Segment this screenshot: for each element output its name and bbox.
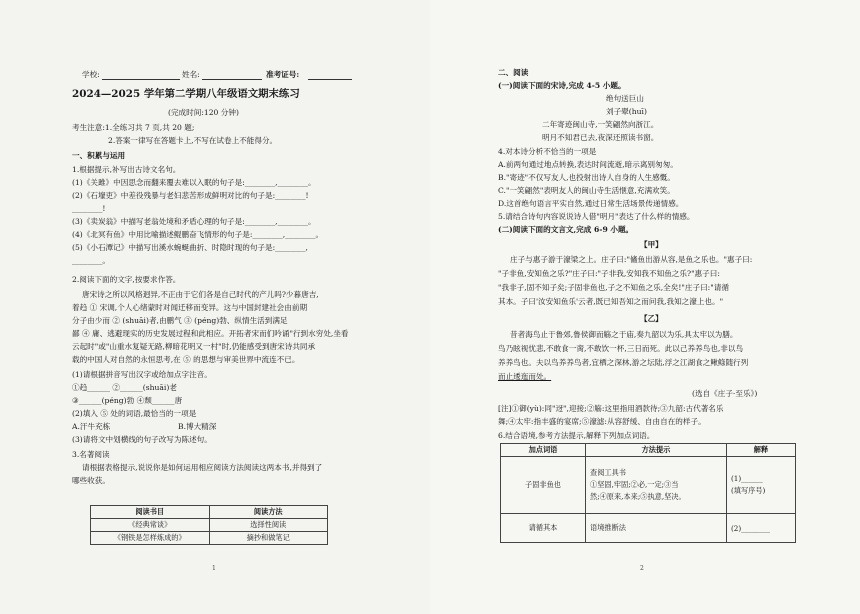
reading-1-heading: (一)阅读下面的宋诗,完成 4-5 小题。 (498, 81, 626, 90)
table-header-method: 阅读方法 (209, 506, 328, 519)
answer-hint: (填写序号) (731, 486, 766, 495)
table-row (501, 514, 796, 543)
table-cell-tip: 语境推断法 (586, 514, 727, 543)
source-note: (选自《庄子·至乐》) (692, 389, 758, 398)
yi-line-1: 昔者海鸟止于鲁郊,鲁侯御而觞之于庙,奏九韶以为乐,具太牢以为膳。 (510, 330, 738, 339)
notice-1: 考生注意:1.全练习共 7 页,共 20 题; (72, 123, 195, 132)
school-label: 学校: (82, 70, 100, 79)
q1-2: (2)《石壕吏》中差役残暴与老妇悲苦形成鲜明对比的句子是:________! (72, 191, 309, 200)
q5-prompt: 5.请结合诗句内容说说诗人借"明月"表达了什么样的情感。 (498, 212, 695, 221)
q1-4: (4)《北冥有鱼》中用比喻描述鲲鹏奋飞情形的句子是:________,________。 (72, 230, 324, 239)
passage-line-3: 分子由少而 ② (shuāi)者,由鹏气 ③ (péng)勃、纵情生活到满足 (72, 316, 288, 325)
table-cell-word: 子固非鱼也 (501, 457, 586, 514)
poem-author: 刘子翚(huī) (606, 107, 647, 116)
poem-line-2: 明月不知君已去,夜深还照读书窗。 (542, 133, 659, 142)
table-header-book: 阅读书目 (91, 506, 210, 519)
annotation-2: 舞;④太牢:指丰盛的宴席;⑤濠滤:从容舒缓、自由自在的样子。 (498, 417, 706, 426)
yi-line-3: 养养鸟也。夫以鸟养养鸟者,宜栖之深林,游之坛陆,浮之江湖食之鳅鲦随行列 (498, 358, 749, 367)
table-cell: 摘抄和做笔记 (209, 532, 328, 545)
q2-1: (1)请根据拼音写出汉字或给加点字注音。 (72, 370, 212, 379)
table-cell-answer[interactable] (727, 457, 796, 514)
passage-line-1: 唐宋诗之所以风格迥异,不正由于它们各是自己时代的产儿吗?少暮唐吉, (82, 290, 319, 299)
page-number: 1 (212, 565, 216, 572)
tip-line: ①坚固,牢固;②必,一定;③当 (590, 480, 679, 489)
q3-instructions: 请根据表格提示,说说你是如何运用相应阅读方法阅读这两本书,并得到了 (82, 463, 323, 472)
jia-line-1: 庄子与惠子游于濠梁之上。庄子曰:"鯈鱼出游从容,是鱼之乐也。"惠子曰: (510, 255, 753, 264)
q3-instructions-cont: 哪些收获。 (72, 476, 110, 485)
q2-1-a: ①趋______ ②______(shuāi)老 (72, 383, 177, 392)
tip-line: 然;④原来,本来;⑤执意,坚决。 (590, 492, 686, 501)
notice-2: 2.答案一律写在答题卡上,不写在试卷上不能得分。 (108, 136, 278, 145)
passage-line-6: 载的中国人对自然的永恒思考,在 ⑤ 的思想与审美世界中流连不已。 (72, 355, 300, 364)
q4-option-d: D.这首绝句语言平实自然,通过日常生活场景传递情感。 (498, 199, 684, 208)
q1-prompt: 1.根据提示,补写出古诗文名句。 (72, 165, 181, 174)
q1-2-cont: ________! (72, 204, 106, 213)
table-cell-word: 请循其本 (501, 514, 586, 543)
q4-option-a: A.前两句通过地点转换,表达时间流逝,暗示离别匆匆。 (498, 160, 678, 169)
q3-heading: 3.名著阅读 (72, 450, 110, 459)
table-header-word: 加点词语 (501, 444, 586, 457)
table-cell: 选择性阅读 (209, 519, 328, 532)
q6-prompt: 6.结合语境,参考方法提示,解释下列加点词语。 (498, 431, 655, 440)
exam-number-field-line[interactable] (308, 79, 352, 80)
passage-line-2: 着趋 ① 宋调,个人心绪蒙时对闻迁移而变异。这与中国封建社会由前期 (72, 303, 308, 312)
table-row (501, 457, 796, 514)
annotation-1: [注]①御(yù):同"迓",迎接;②觞:这里指用酒款待;③九韶:古代著名乐 (498, 404, 724, 413)
jia-line-2: "子非鱼,安知鱼之乐?"庄子曰:"子非我,安知我不知鱼之乐?"惠子曰: (498, 269, 720, 278)
q2-prompt: 2.阅读下面的文字,按要求作答。 (72, 275, 181, 284)
q4-option-c: C."一笑翩然"表明友人的闽山寺生活惬意,充满欢笑。 (498, 186, 675, 195)
name-field-line[interactable] (202, 79, 262, 80)
page-number: 2 (640, 565, 644, 572)
q4-option-b: B."寄迹"不仅写友人,也投射出诗人自身的人生感慨。 (498, 173, 675, 182)
table-cell: 《钢铁是怎样炼成的》 (91, 532, 210, 545)
exam-duration: (完成时间:120 分钟) (168, 108, 239, 117)
q2-3: (3)请将文中划横线的句子改写为陈述句。 (72, 435, 212, 444)
q1-1: (1)《关雎》中因思念而翻来覆去难以入眠的句子是:________,________。 (72, 178, 316, 187)
answer-line: (1)______ (731, 474, 763, 483)
exam-number-label: 准考证号: (266, 70, 300, 79)
name-label: 姓名: (182, 70, 200, 79)
jia-line-3: "我非子,固不知子矣;子固非鱼也,子之不知鱼之乐,全矣!"庄子曰:"请循 (498, 283, 729, 292)
section-1-heading: 一、积累与运用 (72, 151, 126, 160)
poem-title: 绝句送巨山 (606, 94, 644, 103)
passage-line-5: 云起时"或"山重水复疑无路,柳暗花明又一村"时,仍能感受到唐宋诗共同承 (72, 342, 316, 351)
table-row (91, 519, 328, 532)
poem-line-1: 二年寄迹闽山寺,一笑翩然向浙江。 (542, 120, 659, 129)
passage-line-4: 鄙 ④ 庸、逃避现实的历史发展过程和此相应。开拓者宋而们吟诵"行到水穷处,坐看 (72, 329, 349, 338)
q2-2-option-b: B.博大精深 (178, 422, 217, 431)
table-header-explanation: 解释 (727, 444, 796, 457)
reading-2-heading: (二)阅读下面的文言文,完成 6-9 小题。 (498, 225, 634, 234)
q1-3: (3)《卖炭翁》中描写老翁处境和矛盾心理的句子是:________,________。 (72, 217, 316, 226)
reading-table (90, 505, 328, 545)
passage-jia-label: 【甲】 (640, 240, 663, 249)
table-cell-answer[interactable]: (2)________ (727, 514, 796, 543)
q2-2: (2)填入 ⑤ 处的词语,最恰当的一项是 (72, 409, 197, 418)
table-header-tip: 方法提示 (586, 444, 727, 457)
passage-yi-label: 【乙】 (640, 314, 663, 323)
q1-5-cont: ________。 (72, 256, 110, 265)
yi-line-4: 而止逶迤而处。 (498, 372, 552, 381)
q2-2-option-a: A.汗牛充栋 (72, 422, 111, 431)
school-field-line[interactable] (102, 79, 180, 80)
table-cell: 《经典常谈》 (91, 519, 210, 532)
table-row (91, 532, 328, 545)
right-page (430, 0, 860, 614)
tip-line: 查阅工具书 (590, 468, 626, 477)
exam-title: 2024—2025 学年第二学期八年级语文期末练习 (72, 88, 300, 100)
section-2-heading: 二、阅读 (498, 68, 529, 77)
table-cell-tip (586, 457, 727, 514)
q4-prompt: 4.对本诗分析不恰当的一项是 (498, 147, 597, 156)
word-explanation-table (500, 443, 796, 543)
yi-line-2: 鸟乃眩视忧悲,不敢食一脔,不敢饮一杯,三日而死。此以己养养鸟也,非以鸟 (498, 344, 744, 353)
q1-5: (5)《小石潭记》中描写出溪水蜿蜒曲折、时隐时现的句子是:________, (72, 243, 308, 252)
jia-line-4: 其本。子曰'汝安知鱼乐'云者,既已知吾知之而问我,我知之濠上也。" (498, 297, 724, 306)
q2-1-b: ③______(péng)勃 ④颓______唐 (72, 396, 183, 405)
